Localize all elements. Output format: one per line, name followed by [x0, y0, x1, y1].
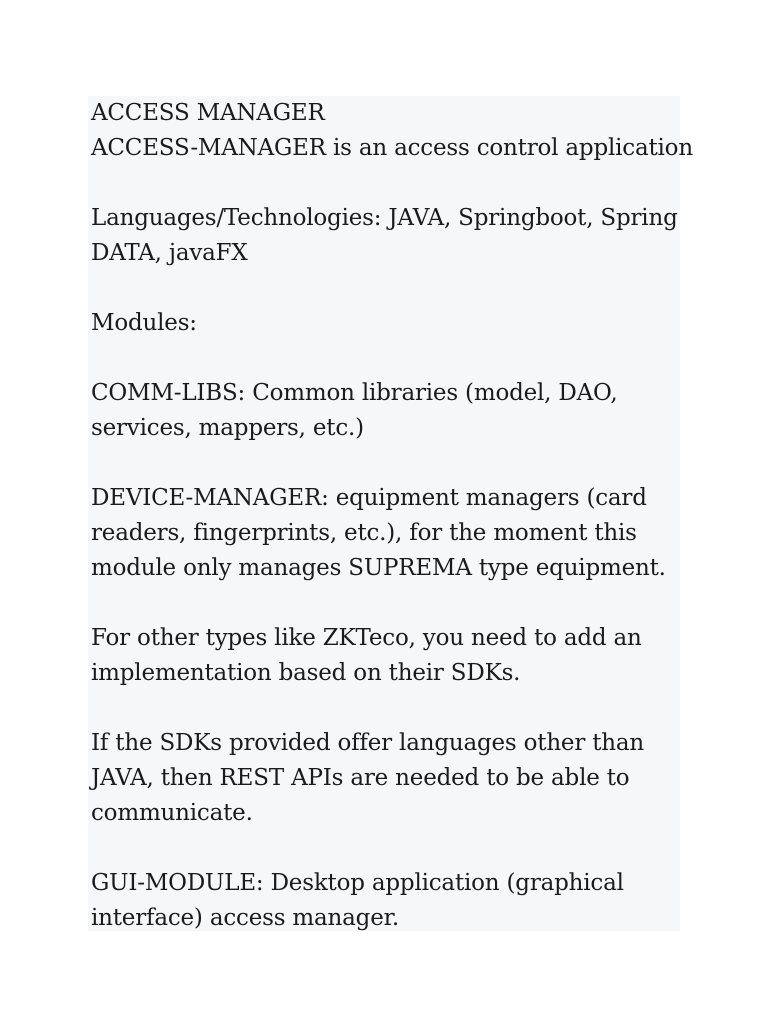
paragraph-spacer: [91, 446, 676, 481]
document-description: ACCESS-MANAGER is an access control application: [91, 135, 693, 161]
text-line: GUI-MODULE: Desktop application (graphical: [91, 870, 624, 896]
modules-heading: Modules:: [91, 310, 197, 336]
text-line: DATA, javaFX: [91, 240, 248, 266]
paragraph-spacer: [91, 341, 676, 376]
text-line: DEVICE-MANAGER: equipment managers (card: [91, 485, 647, 511]
paragraph-spacer: [91, 831, 676, 866]
text-line: For other types like ZKTeco, you need to add an: [91, 625, 642, 651]
paragraph-spacer: [91, 691, 676, 726]
text-line: readers, fingerprints, etc.), for the moment this: [91, 520, 637, 546]
paragraph-spacer: [91, 271, 676, 306]
paragraph-title: [91, 96, 693, 166]
text-line: Languages/Technologies: JAVA, Springboot, Spring: [91, 205, 678, 231]
paragraph-modules-heading: [91, 306, 676, 341]
paragraph-spacer: [91, 166, 676, 201]
document-title: ACCESS MANAGER: [91, 100, 325, 126]
paragraph-gui-module: [91, 866, 676, 936]
paragraph-technologies: [91, 201, 676, 271]
paragraph-device-manager: [91, 481, 676, 586]
text-line: If the SDKs provided offer languages other than: [91, 730, 645, 756]
text-block: [88, 96, 693, 931]
text-line: COMM-LIBS: Common libraries (model, DAO,: [91, 380, 618, 406]
paragraph-comm-libs: [91, 376, 676, 446]
text-line: JAVA, then REST APIs are needed to be able to: [91, 765, 630, 791]
text-line: implementation based on their SDKs.: [91, 660, 521, 686]
text-line: module only manages SUPREMA type equipment.: [91, 555, 666, 581]
text-line: communicate.: [91, 800, 253, 826]
paragraph-other-types: [91, 621, 676, 691]
text-line: services, mappers, etc.): [91, 415, 364, 441]
paragraph-sdk-languages: [91, 726, 676, 831]
text-line: interface) access manager.: [91, 905, 399, 931]
paragraph-spacer: [91, 586, 676, 621]
